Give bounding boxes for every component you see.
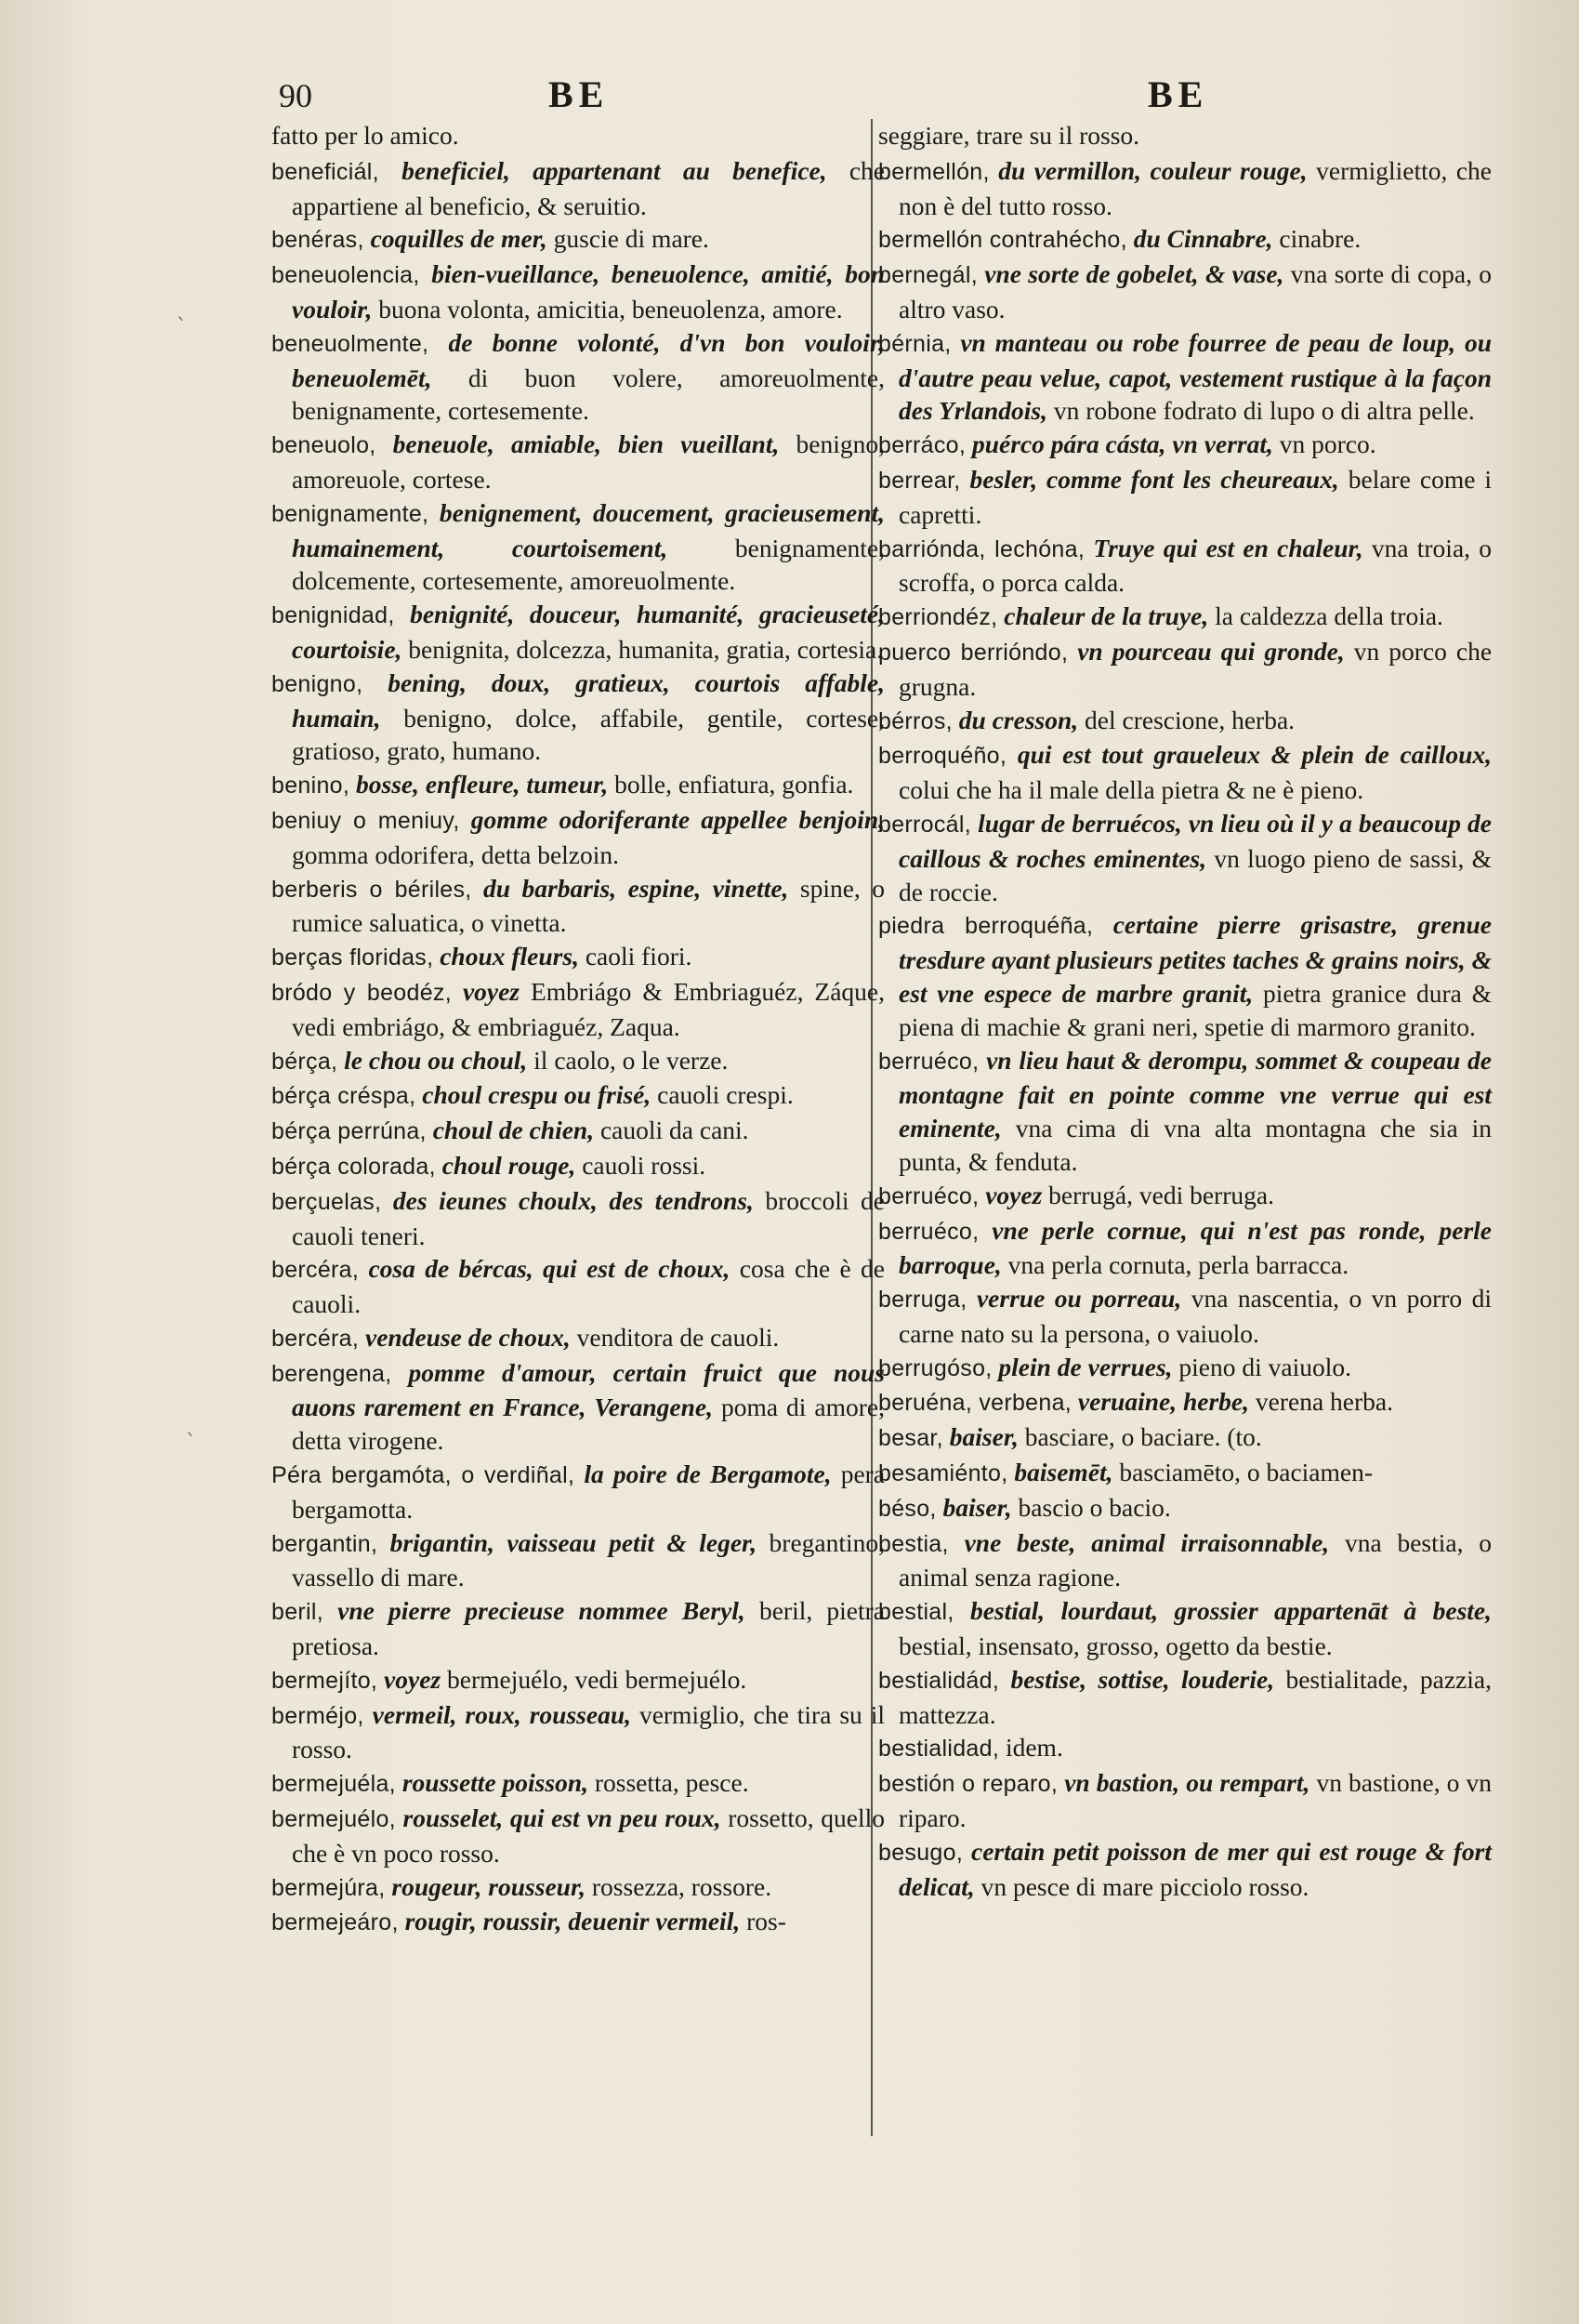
french-gloss: pomme d'amour, certain fruict que nous auons rarement en France, Verangene, [292, 1357, 885, 1422]
headword: berrocál, [878, 811, 971, 838]
headword: benigno, [271, 670, 363, 697]
french-gloss: du cresson, [958, 705, 1079, 734]
dictionary-entry [878, 1351, 1492, 1386]
dictionary-entry [878, 1214, 1492, 1283]
french-gloss: coquilles de mer, [370, 224, 547, 254]
italian-gloss: vna bestia, o animal senza ragione. [899, 1527, 1493, 1592]
italian-gloss: vermiglio, che tira su il rosso. [292, 1699, 886, 1764]
dictionary-entry [878, 1526, 1492, 1595]
headword: berruéco, [878, 1218, 980, 1245]
french-gloss: baiser, [949, 1422, 1019, 1452]
italian-gloss: cinabre. [1279, 224, 1362, 254]
headword: Péra bergamóta, o verdiñal, [271, 1462, 575, 1489]
french-gloss: qui est tout graueleux & plein de cailloux, [1017, 740, 1493, 770]
headword: berméjo, [271, 1702, 364, 1729]
headword: bérça colorada, [271, 1153, 436, 1180]
italian-gloss: vn pesce di mare picciolo rosso. [980, 1871, 1309, 1901]
headword: bródo y beodéz, [271, 979, 452, 1006]
dictionary-entry [878, 428, 1492, 463]
page-number: 90 [279, 77, 312, 114]
italian-gloss: basciare, o baciare. (to. [1024, 1422, 1262, 1452]
italian-gloss: ros- [746, 1907, 786, 1936]
french-gloss: choul crespu ou frisé, [422, 1080, 651, 1110]
dictionary-entry [878, 1456, 1492, 1491]
french-gloss: voyez [985, 1180, 1043, 1209]
french-gloss: vn lieu haut & derompu, sommet & coupeau de montagne fait en pointe comme vne verrue qui est eminente, [899, 1045, 1493, 1143]
dictionary-entry [878, 119, 1492, 154]
running-head-left: BE [548, 73, 610, 115]
french-gloss: vne sorte de gobelet, & vase, [984, 259, 1284, 289]
french-gloss: choul de chien, [432, 1116, 595, 1145]
french-gloss: le chou ou choul, [344, 1045, 528, 1075]
french-gloss: rougir, roussir, deuenir vermeil, [404, 1907, 741, 1936]
dictionary-entry [878, 532, 1492, 601]
dictionary-entry [271, 872, 885, 941]
french-gloss: plein de verrues, [998, 1352, 1173, 1381]
dictionary-entry [878, 1731, 1492, 1766]
dictionary-entry [878, 1491, 1492, 1526]
french-gloss: choul rouge, [441, 1150, 576, 1180]
dictionary-entry [271, 257, 885, 326]
italian-gloss: vn porco. [1279, 429, 1376, 459]
italian-gloss: benigno, amoreuole, cortese. [292, 429, 886, 494]
italian-gloss: Embriágo & Embriaguéz, Záque, vedi embriágo, & embriaguéz, Zaqua. [292, 976, 886, 1041]
headword: besar, [878, 1425, 943, 1452]
dictionary-entry [878, 704, 1492, 739]
dictionary-entry [878, 1594, 1492, 1663]
italian-gloss: belare come i capretti. [899, 464, 1493, 529]
dictionary-entry [271, 1184, 885, 1253]
dictionary-entry [271, 1802, 885, 1870]
dictionary-entry [271, 1114, 885, 1149]
dictionary-entry [271, 1698, 885, 1767]
headword: berruéco, [878, 1048, 980, 1075]
headword: berruga, [878, 1287, 967, 1314]
dictionary-entry [878, 1179, 1492, 1214]
headword: berengena, [271, 1360, 392, 1387]
french-gloss: brigantin, vaisseau petit & leger, [389, 1527, 757, 1557]
french-gloss: chaleur de la truye, [1004, 601, 1209, 631]
french-gloss: certaine pierre grisastre, grenue tresdure ayant plusieurs petites taches & grains noirs, & est vne espece de marbre granit, [899, 910, 1493, 1008]
french-gloss: baiser, [942, 1492, 1012, 1522]
french-gloss: vn bastion, ou rempart, [1064, 1768, 1310, 1798]
headword: bermellón, [878, 158, 990, 185]
headword: benino, [271, 772, 350, 799]
dictionary-entry [271, 1663, 885, 1698]
dictionary-entry [878, 635, 1492, 704]
page-header [0, 67, 1579, 123]
italian-gloss: bolle, enfiatura, gonfia. [614, 770, 854, 799]
dictionary-entry [271, 1458, 885, 1526]
dictionary-entry [878, 222, 1492, 257]
french-gloss: beneficiel, appartenant au benefice, [401, 155, 827, 185]
running-head-right: BE [1148, 73, 1209, 115]
headword: berberis o bériles, [271, 876, 472, 903]
french-gloss: bestise, sottise, louderie, [1010, 1664, 1275, 1694]
headword: bermejíto, [271, 1667, 378, 1694]
italian-gloss: vna cima di vna alta montagna che sia in punta, & fenduta. [899, 1114, 1493, 1176]
italian-gloss: beril, pietra pretiosa. [292, 1596, 885, 1661]
italian-gloss: vn luogo pieno de sassi, & de roccie. [899, 843, 1492, 906]
dictionary-entry [878, 326, 1492, 428]
headword: bercéra, [271, 1257, 360, 1284]
dictionary-entry [271, 1044, 885, 1079]
french-gloss: vermeil, roux, rousseau, [372, 1699, 631, 1729]
italian-gloss: vn bastione, o vn riparo. [899, 1768, 1492, 1833]
french-gloss: du vermillon, couleur rouge, [998, 155, 1308, 185]
italian-gloss: la caldezza della troia. [1215, 601, 1443, 631]
headword: bestial, [878, 1599, 954, 1626]
french-gloss: voyez [384, 1664, 441, 1694]
dictionary-entry [878, 738, 1492, 807]
french-gloss: rousselet, qui est vn peu roux, [402, 1803, 721, 1833]
dictionary-entry [878, 1835, 1492, 1904]
headword: benéras, [271, 227, 364, 254]
italian-gloss: del crescione, herba. [1085, 705, 1296, 734]
headword: bérnia, [878, 330, 952, 357]
french-gloss: de bonne volonté, d'vn bon vouloir, beneuolemēt, [292, 327, 886, 392]
dictionary-entry [878, 600, 1492, 635]
dictionary-entry [271, 1356, 885, 1458]
dictionary-entry [271, 326, 885, 428]
french-gloss: puérco pára cásta, vn verrat, [972, 429, 1273, 459]
dictionary-entry [271, 598, 885, 667]
dictionary-entry [271, 119, 885, 154]
dictionary-entry [878, 463, 1492, 532]
italian-gloss: cauoli rossi. [582, 1150, 706, 1180]
headword: beril, [271, 1599, 323, 1626]
headword: berças floridas, [271, 944, 434, 971]
dictionary-entry [271, 1149, 885, 1184]
italian-gloss: basciamēto, o baciamen- [1119, 1458, 1374, 1487]
french-gloss: bosse, enfleure, tumeur, [356, 770, 609, 799]
french-gloss: voyez [462, 976, 520, 1006]
dictionary-entry [271, 1870, 885, 1906]
headword: benignamente, [271, 500, 429, 527]
french-gloss: du barbaris, espine, vinette, [483, 873, 789, 903]
french-gloss: veruaine, herbe, [1077, 1387, 1249, 1417]
headword: besugo, [878, 1839, 964, 1866]
french-gloss: verrue ou porreau, [976, 1284, 1182, 1314]
italian-gloss: vermiglietto, che non è del tutto rosso. [899, 155, 1493, 220]
headword: barriónda, lechóna, [878, 535, 1086, 562]
italian-gloss: cosa che è de cauoli. [292, 1254, 885, 1319]
french-gloss: besler, comme font les cheureaux, [969, 464, 1339, 494]
italian-gloss: bermejuélo, vedi bermejuélo. [447, 1664, 747, 1694]
dictionary-entry [271, 496, 885, 598]
italian-gloss: il caolo, o le verze. [533, 1045, 729, 1075]
headword: bernegál, [878, 262, 978, 289]
headword: puerco berrióndo, [878, 639, 1069, 666]
french-gloss: vne beste, animal irraisonnable, [964, 1527, 1330, 1557]
italian-gloss: caoli fiori. [585, 942, 692, 971]
dictionary-entry [271, 222, 885, 257]
french-gloss: Truye qui est en chaleur, [1093, 533, 1363, 562]
french-gloss: cosa de bércas, qui est de choux, [368, 1254, 730, 1284]
italian-gloss: cauoli crespi. [657, 1080, 794, 1110]
french-gloss: vn pourceau qui gronde, [1077, 636, 1345, 666]
french-gloss: baisemēt, [1014, 1458, 1113, 1487]
headword: besamiénto, [878, 1460, 1008, 1487]
italian-gloss: vn porco che grugna. [899, 636, 1493, 701]
italian-gloss: idem. [1005, 1733, 1063, 1763]
italian-gloss: broccoli de cauoli teneri. [292, 1185, 886, 1250]
dictionary-entry [271, 667, 885, 768]
headword: bercéra, [271, 1325, 360, 1352]
headword: beneuolmente, [271, 330, 429, 357]
italian-gloss: rossetta, pesce. [594, 1768, 749, 1798]
margin-mark: ˋ [186, 1432, 196, 1455]
dictionary-entry [878, 154, 1492, 223]
italian-gloss: vna sorte di copa, o altro vaso. [899, 259, 1493, 324]
dictionary-entry [878, 908, 1492, 1043]
french-gloss: vne perle cornue, qui n'est pas ronde, perle barroque, [899, 1215, 1492, 1280]
french-gloss: vne pierre precieuse nommee Beryl, [337, 1596, 745, 1626]
italian-gloss: benignita, dolcezza, humanita, gratia, cortesia. [408, 634, 884, 664]
headword: bergantin, [271, 1530, 378, 1557]
headword: beneuolo, [271, 432, 376, 459]
headword: berráco, [878, 432, 967, 459]
dictionary-entry [271, 1766, 885, 1802]
italian-gloss: pera bergamotta. [292, 1459, 886, 1524]
dictionary-entry [271, 1526, 885, 1595]
french-gloss: certain petit poisson de mer qui est rouge & fort delicat, [899, 1836, 1493, 1901]
french-gloss: des ieunes choulx, des tendrons, [392, 1185, 754, 1215]
french-gloss: beneuole, amiable, bien vueillant, [392, 429, 780, 459]
headword: bermejuélo, [271, 1806, 396, 1833]
italian-gloss: verena herba. [1255, 1387, 1393, 1417]
italian-gloss: di buon volere, amoreuolmente, benignamente, cortesemente. [292, 363, 885, 426]
headword: bérros, [878, 707, 953, 734]
right-column [878, 119, 1492, 1903]
dictionary-entry [271, 768, 885, 803]
headword: berrugóso, [878, 1354, 993, 1381]
italian-gloss: seggiare, trare su il rosso. [878, 121, 1140, 150]
italian-gloss: cauoli da cani. [599, 1116, 749, 1145]
headword: bestia, [878, 1530, 949, 1557]
dictionary-entry [878, 1385, 1492, 1420]
dictionary-entry [878, 1766, 1492, 1835]
italian-gloss: vn robone fodrato di lupo o di altra pelle. [1053, 396, 1475, 426]
italian-gloss: bestialitade, pazzia, mattezza. [899, 1664, 1492, 1729]
headword: beneficiál, [271, 158, 379, 185]
dictionary-entry [878, 1663, 1492, 1732]
dictionary-entry [878, 1044, 1492, 1179]
french-gloss: choux fleurs, [440, 942, 579, 971]
french-gloss: vn manteau ou robe fourree de peau de loup, ou d'autre peau velue, capot, vestement rustique à la façon des Yrlandois, [899, 327, 1493, 426]
headword: benignidad, [271, 602, 395, 629]
italian-gloss: bascio o bacio. [1018, 1492, 1171, 1522]
dictionary-entry [271, 1594, 885, 1663]
dictionary-entry [878, 807, 1492, 908]
italian-gloss: pieno di vaiuolo. [1178, 1352, 1352, 1381]
dictionary-entry [271, 940, 885, 975]
italian-gloss: buona volonta, amicitia, beneuolenza, amore. [378, 294, 843, 324]
headword: berrear, [878, 467, 961, 494]
french-gloss: lugar de berruécos, vn lieu où il y a beaucoup de caillous & roches eminentes, [899, 808, 1492, 873]
italian-gloss: fatto per lo amico. [271, 121, 459, 150]
dictionary-entry [878, 1282, 1492, 1351]
french-gloss: gomme odoriferante appellee benjoin, [470, 804, 886, 834]
italian-gloss: vna nascentia, o vn porro di carne nato su la persona, o vaiuolo. [899, 1284, 1493, 1348]
headword: beneuolencia, [271, 262, 420, 289]
italian-gloss: benignamente, dolcemente, cortesemente, amoreuolmente. [292, 533, 886, 596]
headword: berriondéz, [878, 604, 998, 631]
headword: bestialidad, [878, 1736, 1000, 1763]
headword: bérça, [271, 1048, 338, 1075]
dictionary-entry [271, 428, 885, 496]
left-column [271, 119, 885, 1940]
italian-gloss: pietra granice dura & piena di machie & grani neri, spetie di marmoro granito. [899, 978, 1492, 1041]
dictionary-entry [271, 1321, 885, 1356]
headword: beruéna, verbena, [878, 1390, 1072, 1417]
italian-gloss: rossezza, rossore. [591, 1871, 772, 1901]
italian-gloss: poma di amore, detta virogene. [292, 1393, 885, 1456]
headword: berroquéño, [878, 743, 1007, 770]
dictionary-entry [271, 1252, 885, 1321]
dictionary-entry [878, 1420, 1492, 1456]
headword: bestión o reparo, [878, 1771, 1059, 1798]
italian-gloss: colui che ha il male della pietra & ne è pieno. [899, 775, 1364, 805]
headword: bérça perrúna, [271, 1118, 427, 1145]
dictionary-entry [271, 803, 885, 872]
italian-gloss: guscie di mare. [553, 224, 709, 254]
margin-mark: ˋ [177, 316, 187, 339]
headword: beniuy o meniuy, [271, 807, 460, 834]
italian-gloss: vna troia, o scroffa, o porca calda. [899, 533, 1493, 598]
dictionary-entry [878, 257, 1492, 326]
italian-gloss: venditora de cauoli. [576, 1322, 780, 1352]
dictionary-entry [271, 154, 885, 223]
french-gloss: du Cinnabre, [1133, 224, 1273, 254]
headword: bermejúra, [271, 1874, 386, 1901]
headword: béso, [878, 1495, 937, 1522]
french-gloss: la poire de Bergamote, [584, 1459, 832, 1489]
italian-gloss: che appartiene al beneficio, & seruitio. [292, 155, 885, 220]
french-gloss: roussette poisson, [401, 1768, 588, 1798]
french-gloss: rougeur, rousseur, [391, 1871, 586, 1901]
italian-gloss: spine, o rumice saluatica, o vinetta. [292, 873, 885, 938]
headword: bermellón contrahécho, [878, 227, 1127, 254]
dictionary-entry [271, 1078, 885, 1114]
italian-gloss: gomma odorifera, detta belzoin. [292, 839, 620, 869]
italian-gloss: rossetto, quello che è vn poco rosso. [292, 1803, 886, 1868]
italian-gloss: benigno, dolce, affabile, gentile, cortese, gratioso, grato, humano. [292, 703, 885, 766]
headword: bestialidád, [878, 1667, 1000, 1694]
headword: bermejuéla, [271, 1771, 396, 1798]
italian-gloss: bregantino, vassello di mare. [292, 1527, 886, 1592]
headword: bermejeáro, [271, 1909, 399, 1936]
french-gloss: benignement, doucement, gracieusement, humainement, courtoisement, [292, 497, 885, 562]
italian-gloss: berrugá, vedi berruga. [1048, 1180, 1274, 1209]
italian-gloss: vna perla cornuta, perla barracca. [1007, 1250, 1349, 1280]
dictionary-entry [271, 1905, 885, 1940]
headword: bérça créspa, [271, 1083, 416, 1110]
headword: berruéco, [878, 1182, 980, 1209]
french-gloss: benignité, douceur, humanité, gracieuseté, courtoisie, [292, 600, 885, 664]
dictionary-entry [271, 975, 885, 1044]
french-gloss: bestial, lourdaut, grossier appartenāt à beste, [969, 1596, 1492, 1626]
french-gloss: bening, doux, gratieux, courtois affable, humain, [292, 667, 886, 733]
french-gloss: vendeuse de choux, [365, 1322, 571, 1352]
italian-gloss: bestial, insensato, grosso, ogetto da bestie. [899, 1631, 1333, 1661]
headword: berçuelas, [271, 1188, 382, 1215]
french-gloss: bien-vueillance, beneuolence, amitié, bon vouloir, [292, 259, 886, 324]
headword: piedra berroquéña, [878, 913, 1094, 940]
